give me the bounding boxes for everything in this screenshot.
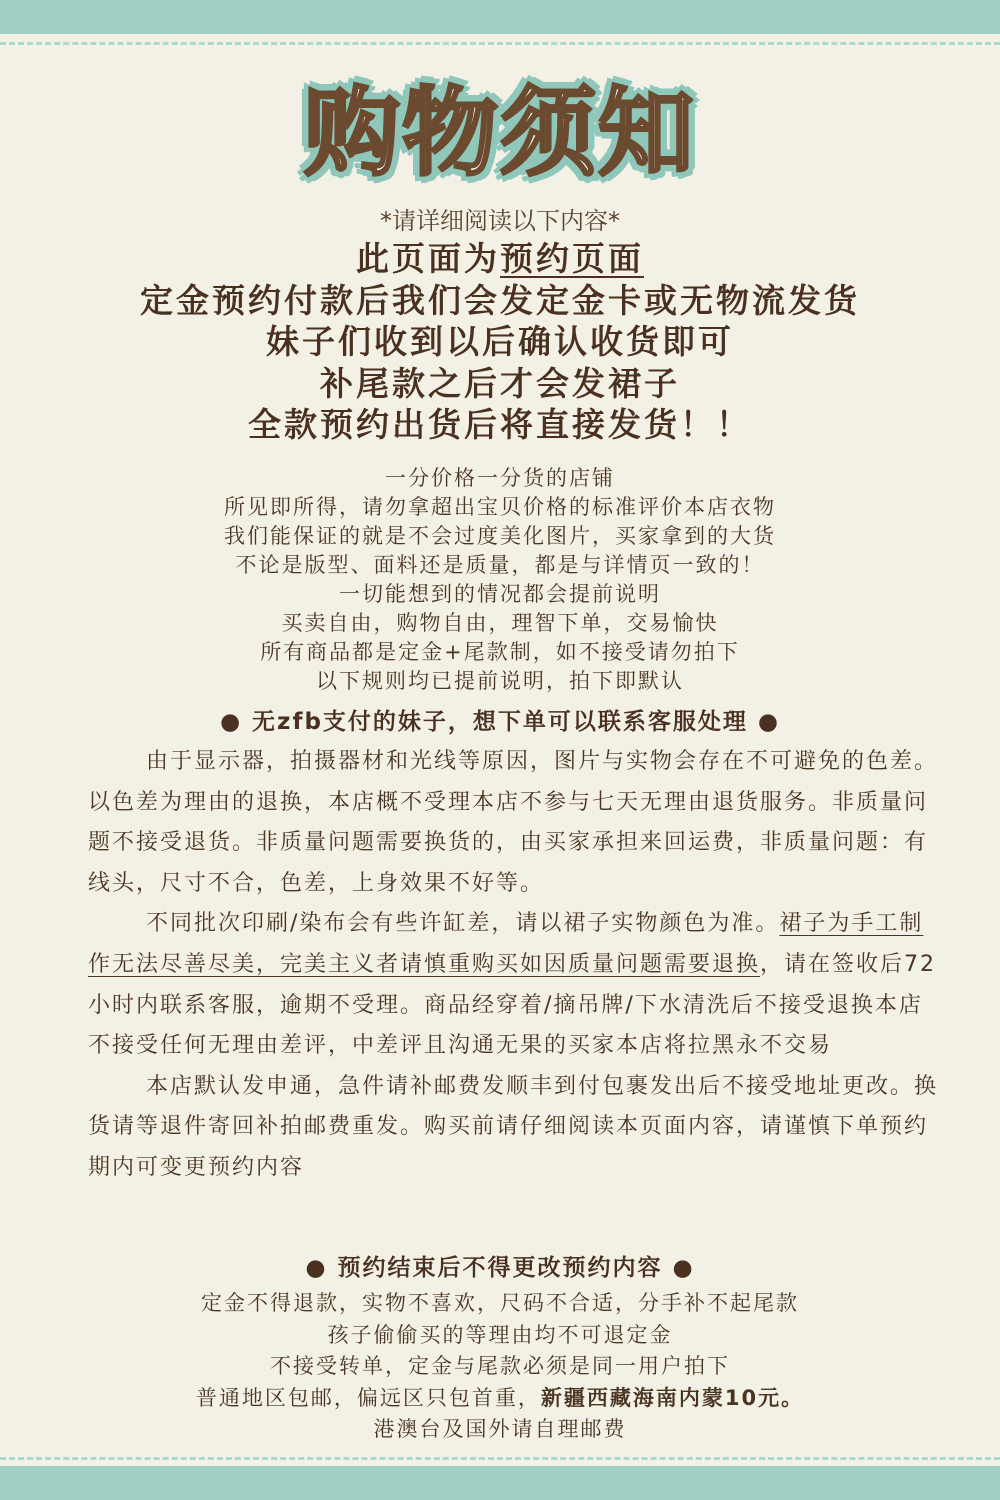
paragraph-quality-returns xyxy=(88,904,940,1066)
rule-line: 不接受转单，定金与尾款必须是同一用户拍下 xyxy=(270,1354,730,1378)
rule-line: 港澳台及国外请自理邮费 xyxy=(373,1417,627,1441)
paragraph-color-difference: 由于显示器，拍摄器材和光线等原因，图片与实物会存在不可避免的色差。以色差为理由的退换，本店概不受理本店不参与七天无理由退货服务。非质量问题不接受退货。非质量问题需要换货的，由买家承担来回运费，非质量问题：有线头，尺寸不合，色差，上身效果不好等。 xyxy=(88,749,939,896)
preorder-notice xyxy=(0,238,1000,446)
policy-line: 以下规则均已提前说明，拍下即默认 xyxy=(316,669,684,693)
policy-line: 一切能想到的情况都会提前说明 xyxy=(339,582,661,606)
rule-line: 定金不得退款，实物不喜欢，尺码不合适，分手补不起尾款 xyxy=(201,1291,799,1315)
section-heading-payment: ● 无zfb支付的妹子，想下单可以联系客服处理 ● xyxy=(219,709,780,735)
preorder-rules xyxy=(0,1288,1000,1446)
policy-line: 我们能保证的就是不会过度美化图片，买家拿到的大货 xyxy=(224,524,776,548)
policy-lines xyxy=(0,464,1000,696)
notice-line: 定金预约付款后我们会发定金卡或无物流发货 xyxy=(140,280,860,320)
policy-line: 不论是版型、面料还是质量，都是与详情页一致的！ xyxy=(235,553,765,577)
top-dashed-line xyxy=(0,42,1000,45)
bottom-dashed-line xyxy=(0,1457,1000,1460)
policy-line: 所见即所得，请勿拿超出宝贝价格的标准评价本店衣物 xyxy=(224,495,776,519)
notice-line: 补尾款之后才会发裙子 xyxy=(320,363,680,403)
page-title: 购物须知 xyxy=(304,77,696,189)
rule-line: 孩子偷偷买的等理由均不可退定金 xyxy=(327,1322,673,1347)
paragraph-text: 不同批次印刷/染布会有些许缸差，请以裙子实物颜色为准。 xyxy=(146,911,780,937)
notice-line-part: 此页面为 xyxy=(356,239,500,278)
shipping-bold-text: 新疆西藏海南内蒙10元。 xyxy=(540,1385,805,1410)
notice-underlined-text: 预约页面 xyxy=(500,239,644,278)
paragraph-text: ，请在签收后72小时内联系客服，逾期不受理。商品经穿着/摘吊牌/下水清洗后不接受退换本店不接受任何无理由差评，中差评且沟通无果的买家本店将拉黑永不交易 xyxy=(88,951,937,1059)
notice-line: 妹子们收到以后确认收货即可 xyxy=(266,322,734,361)
policy-line: 买卖自由，购物自由，理智下单，交易愉快 xyxy=(281,611,719,635)
rule-line-shipping xyxy=(0,1383,1000,1415)
policy-paragraphs xyxy=(88,742,940,1189)
top-border-band xyxy=(0,0,1000,34)
shipping-text: 普通地区包邮，偏远区只包首重， xyxy=(195,1385,541,1410)
section-heading-preorder: ● 预约结束后不得更改预约内容 ● xyxy=(305,1255,695,1281)
paragraph-shipping: 本店默认发申通，急件请补邮费发顺丰到付包裹发出后不接受地址更改。换货请等退件寄回补拍邮费重发。购买前请仔细阅读本页面内容，请谨慎下单预约期内可变更预约内容 xyxy=(88,1073,939,1180)
page-subtitle: *请详细阅读以下内容* xyxy=(380,207,620,235)
paragraph-underlined-text: 裙子为手工制作无法尽善尽美，完美主义者请慎重购买如因质量问题需要退换 xyxy=(88,911,924,977)
policy-line: 所有商品都是定金+尾款制，如不接受请勿拍下 xyxy=(260,640,740,664)
policy-line: 一分价格一分货的店铺 xyxy=(385,466,615,490)
bottom-border-band xyxy=(0,1466,1000,1500)
notice-line: 全款预约出货后将直接发货！！ xyxy=(248,405,752,444)
notice-line xyxy=(0,238,1000,280)
